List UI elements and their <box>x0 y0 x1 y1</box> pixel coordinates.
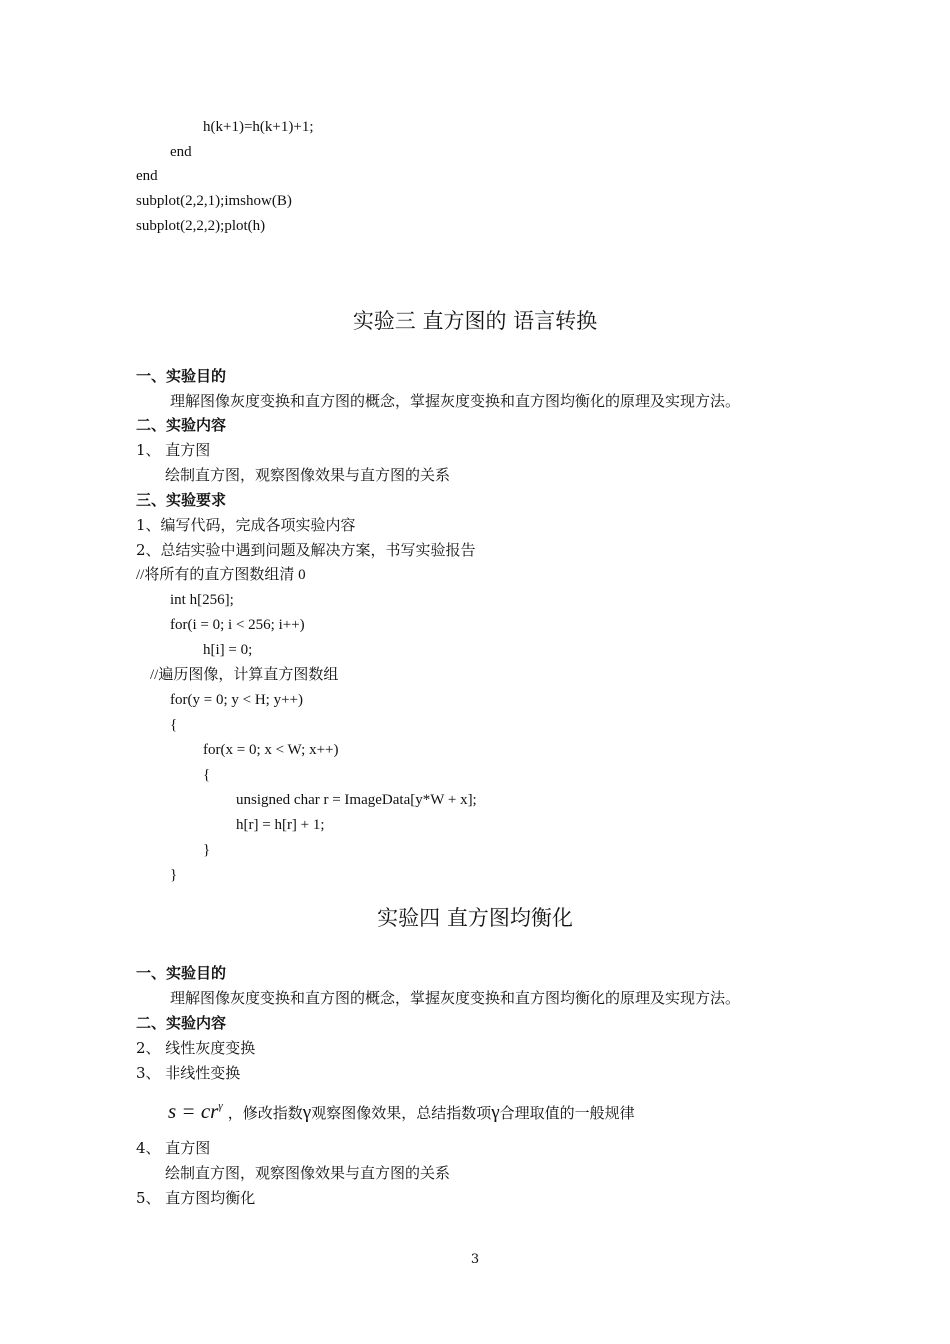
code-line: unsigned char r = ImageData[y*W + x]; <box>236 792 477 808</box>
page-number: 3 <box>470 1252 480 1267</box>
code-line: h(k+1)=h(k+1)+1; <box>203 119 314 135</box>
list-item: 1、 直方图 <box>136 441 211 459</box>
paragraph: 理解图像灰度变换和直方图的概念，掌握灰度变换和直方图均衡化的原理及实现方法。 <box>170 989 741 1007</box>
code-comment: //遍历图像，计算直方图数组 <box>150 667 339 683</box>
gamma-symbol: γ <box>302 1102 312 1123</box>
code-line: int h[256]; <box>170 592 234 608</box>
formula <box>168 1099 223 1123</box>
code-line: { <box>170 717 178 733</box>
paragraph: 理解图像灰度变换和直方图的概念，掌握灰度变换和直方图均衡化的原理及实现方法。 <box>170 392 741 410</box>
code-line: for(i = 0; i < 256; i++) <box>170 617 305 633</box>
section-heading: 二、实验内容 <box>136 416 227 434</box>
section-heading: 三、实验要求 <box>136 491 227 509</box>
formula-text: ，修改指数 <box>227 1104 303 1122</box>
gamma-symbol: γ <box>491 1102 500 1123</box>
list-item-description: 绘制直方图，观察图像效果与直方图的关系 <box>165 466 451 484</box>
section-heading: 一、实验目的 <box>136 964 227 982</box>
experiment-3-title: 实验三 直方图的 语言转换 <box>352 309 598 333</box>
code-line: h[r] = h[r] + 1; <box>236 817 325 833</box>
experiment-4-title: 实验四 直方图均衡化 <box>377 906 573 930</box>
code-line: for(y = 0; y < H; y++) <box>170 692 303 708</box>
formula-text: 观察图像效果，总结指数项 <box>311 1104 492 1122</box>
code-line: } <box>170 867 178 883</box>
code-line: } <box>203 842 211 858</box>
formula-exponent: γ <box>218 1100 223 1112</box>
list-item: 2、总结实验中遇到问题及解决方案，书写实验报告 <box>136 541 476 559</box>
code-line: h[i] = 0; <box>203 642 253 658</box>
code-line: end <box>136 168 158 184</box>
code-line: subplot(2,2,2);plot(h) <box>136 218 266 234</box>
code-line: for(x = 0; x < W; x++) <box>203 742 339 758</box>
list-item: 5、 直方图均衡化 <box>136 1189 256 1207</box>
code-line: end <box>170 144 192 160</box>
code-comment: //将所有的直方图数组清 0 <box>136 567 306 583</box>
list-item: 1、编写代码，完成各项实验内容 <box>136 516 356 534</box>
gamma-formula-line <box>168 1094 635 1124</box>
list-item: 4、 直方图 <box>136 1139 211 1157</box>
list-item-description: 绘制直方图，观察图像效果与直方图的关系 <box>165 1164 451 1182</box>
section-heading: 二、实验内容 <box>136 1014 227 1032</box>
code-line: subplot(2,2,1);imshow(B) <box>136 193 292 209</box>
formula-text: 合理取值的一般规律 <box>499 1104 635 1122</box>
list-item: 2、 线性灰度变换 <box>136 1039 256 1057</box>
formula-base: s = cr <box>168 1099 219 1123</box>
list-item: 3、 非线性变换 <box>136 1064 241 1082</box>
section-heading: 一、实验目的 <box>136 367 227 385</box>
code-line: { <box>203 767 211 783</box>
